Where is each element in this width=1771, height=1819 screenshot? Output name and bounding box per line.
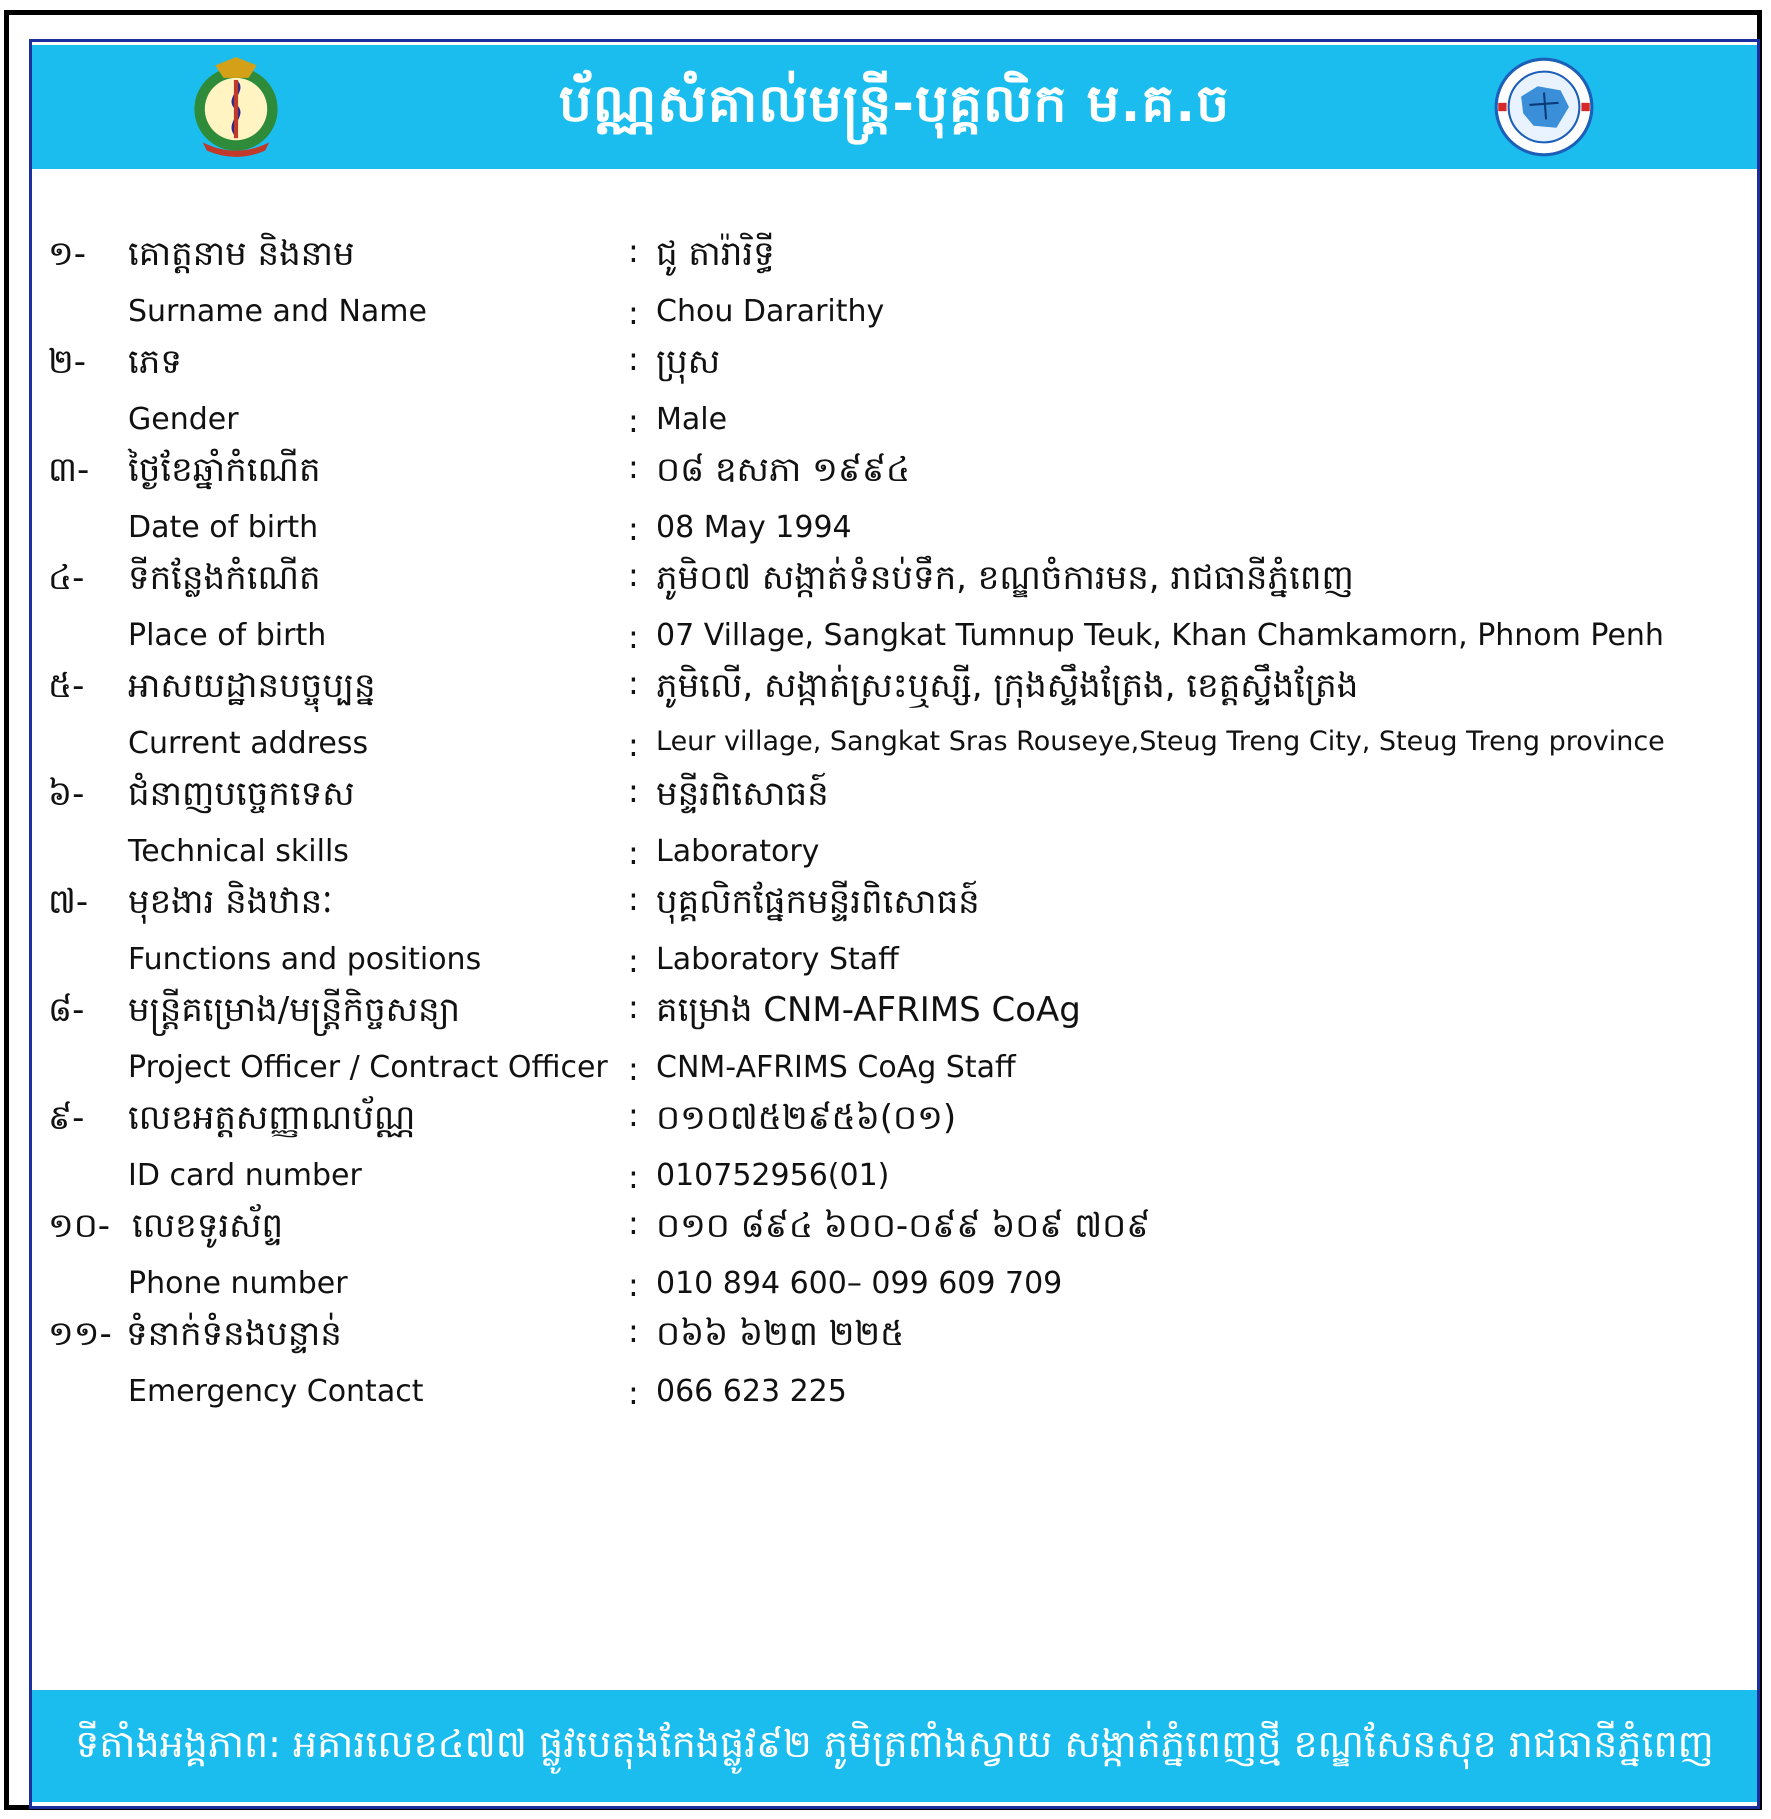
field-row-km <box>32 448 1757 510</box>
field-label-en: ID card number <box>128 1158 362 1193</box>
field-colon: : <box>628 1374 639 1412</box>
field-value-en: 08 May 1994 <box>656 510 852 545</box>
field-row-km <box>32 988 1757 1050</box>
field-value-km: ភូមិ០៧ សង្កាត់ទំនប់ទឹក, ខណ្ឌចំការមន, រាជធានីភ្នំពេញ <box>656 558 1354 598</box>
office-address: ទីតាំងអង្គភាព: អគារលេខ៤៧៧ ផ្លូវបេតុងកែងផ្លូវ៩២ ភូមិត្រពាំងស្វាយ សង្កាត់ភ្នំពេញថ្មី ខណ្ឌសែនសុខ រាជធានីភ្នំពេញ <box>75 1722 1714 1766</box>
field-number: ៥- <box>48 666 85 706</box>
field-number: ៦- <box>48 774 85 814</box>
field-label-en: Functions and positions <box>128 942 482 977</box>
field-number: ២- <box>48 342 87 382</box>
field-number: ៩- <box>48 1098 85 1138</box>
field-colon: : <box>628 618 639 656</box>
field-value-en: 010 894 600– 099 609 709 <box>656 1266 1063 1301</box>
field-row-km <box>32 880 1757 942</box>
field-value-en: 07 Village, Sangkat Tumnup Teuk, Khan Chamkamorn, Phnom Penh <box>656 618 1664 653</box>
header-banner <box>32 45 1757 169</box>
field-label-km: ទំនាក់ទំនងបន្ទាន់ <box>126 1314 342 1354</box>
field-number: ៣- <box>48 450 90 490</box>
field-colon: : <box>628 834 639 872</box>
field-value-km: ០៨ ឧសភា ១៩៩៤ <box>656 450 911 490</box>
field-row-km <box>32 232 1757 294</box>
field-label-km: គោត្តនាម និងនាម <box>128 234 355 274</box>
field-value-km: ជូ តារ៉ារិទ្ធី <box>656 234 775 274</box>
field-colon: : <box>628 772 639 810</box>
field-number: ១- <box>48 234 87 274</box>
field-colon: : <box>628 448 639 486</box>
card-inner-frame <box>29 39 1760 1809</box>
field-label-en: Date of birth <box>128 510 319 545</box>
field-colon: : <box>628 294 639 332</box>
field-colon: : <box>628 1266 639 1304</box>
field-label-km: លេខទូរស័ព្ទ <box>132 1206 284 1246</box>
card-title: ប័ណ្ណសំគាល់មន្ត្រី-បុគ្គលិក ម.គ.ច <box>558 74 1231 134</box>
field-colon: : <box>628 988 639 1026</box>
field-colon: : <box>628 726 639 764</box>
field-row-km <box>32 1096 1757 1158</box>
field-label-en: Emergency Contact <box>128 1374 424 1409</box>
field-number: ១០- <box>48 1206 111 1246</box>
field-label-km: ជំនាញបច្ចេកទេស <box>128 774 355 814</box>
field-value-km: ០១០៧៥២៩៥៦(០១) <box>656 1098 957 1138</box>
field-label-km: ថ្ងៃខែឆ្នាំកំណើត <box>128 450 321 490</box>
field-label-en: Surname and Name <box>128 294 427 329</box>
field-colon: : <box>628 510 639 548</box>
field-number: ៧- <box>48 882 89 922</box>
field-label-km: អាសយដ្ឋានបច្ចុប្បន្ន <box>128 666 376 706</box>
field-value-en: 010752956(01) <box>656 1158 890 1193</box>
field-value-en: Chou Dararithy <box>656 294 885 329</box>
field-colon: : <box>628 556 639 594</box>
field-colon: : <box>628 340 639 378</box>
field-colon: : <box>628 1050 639 1088</box>
field-value-km: គម្រោង CNM-AFRIMS CoAg <box>656 990 1081 1030</box>
field-row-km <box>32 664 1757 726</box>
field-value-km: ០៦៦ ៦២៣ ២២៥ <box>656 1314 905 1354</box>
field-number: ១១- <box>48 1314 112 1354</box>
field-colon: : <box>628 232 639 270</box>
field-colon: : <box>628 664 639 702</box>
field-label-km: លេខអត្តសញ្ញាណប័ណ្ណ <box>128 1098 416 1138</box>
field-colon: : <box>628 402 639 440</box>
field-value-en: 066 623 225 <box>656 1374 847 1409</box>
field-row-km <box>32 340 1757 402</box>
field-colon: : <box>628 1204 639 1242</box>
field-value-en: Laboratory Staff <box>656 942 899 977</box>
field-label-en: Place of birth <box>128 618 327 653</box>
field-value-km: បុគ្គលិកផ្នែកមន្ទីរពិសោធន៍ <box>656 882 980 922</box>
field-label-en: Current address <box>128 726 369 761</box>
field-row-km <box>32 1312 1757 1374</box>
field-colon: : <box>628 880 639 918</box>
field-value-km: ប្រុស <box>656 342 721 382</box>
field-label-en: Technical skills <box>128 834 349 869</box>
field-label-km: មុខងារ និងឋានៈ <box>128 882 333 922</box>
field-colon: : <box>628 1158 639 1196</box>
field-label-en: Phone number <box>128 1266 348 1301</box>
field-row-km <box>32 772 1757 834</box>
field-value-km: មន្ទីរពិសោធន៍ <box>656 774 829 814</box>
card-outer-frame <box>4 10 1762 1810</box>
field-label-km: ភេទ <box>128 342 182 382</box>
field-value-en: Male <box>656 402 728 437</box>
field-number: ៤- <box>48 558 85 598</box>
field-value-en: Laboratory <box>656 834 820 869</box>
field-row-km <box>32 556 1757 618</box>
field-value-en: CNM-AFRIMS CoAg Staff <box>656 1050 1016 1085</box>
field-label-en: Project Officer / Contract Officer <box>128 1050 608 1085</box>
field-label-km: ទីកន្លែងកំណើត <box>128 558 321 598</box>
field-row-en <box>32 1374 1757 1436</box>
field-colon: : <box>628 1312 639 1350</box>
footer-banner <box>32 1690 1757 1802</box>
field-colon: : <box>628 942 639 980</box>
field-colon: : <box>628 1096 639 1134</box>
field-row-km <box>32 1204 1757 1266</box>
field-value-km: ០១០ ៨៩៤ ៦០០-០៩៩ ៦០៩ ៧០៩ <box>656 1206 1151 1246</box>
field-label-en: Gender <box>128 402 239 437</box>
cnm-logo-icon <box>1492 55 1596 159</box>
field-value-km: ភូមិលើ, សង្កាត់ស្រះឬស្សី, ក្រុងស្ទឹងត្រែង, ខេត្តស្ទឹងត្រែង <box>656 666 1359 706</box>
field-number: ៨- <box>48 990 85 1030</box>
field-value-en: Leur village, Sangkat Sras Rouseye,Steug Treng City, Steug Treng province <box>656 726 1665 757</box>
field-label-km: មន្ត្រីគម្រោង/មន្ត្រីកិច្ចសន្យា <box>128 990 461 1030</box>
